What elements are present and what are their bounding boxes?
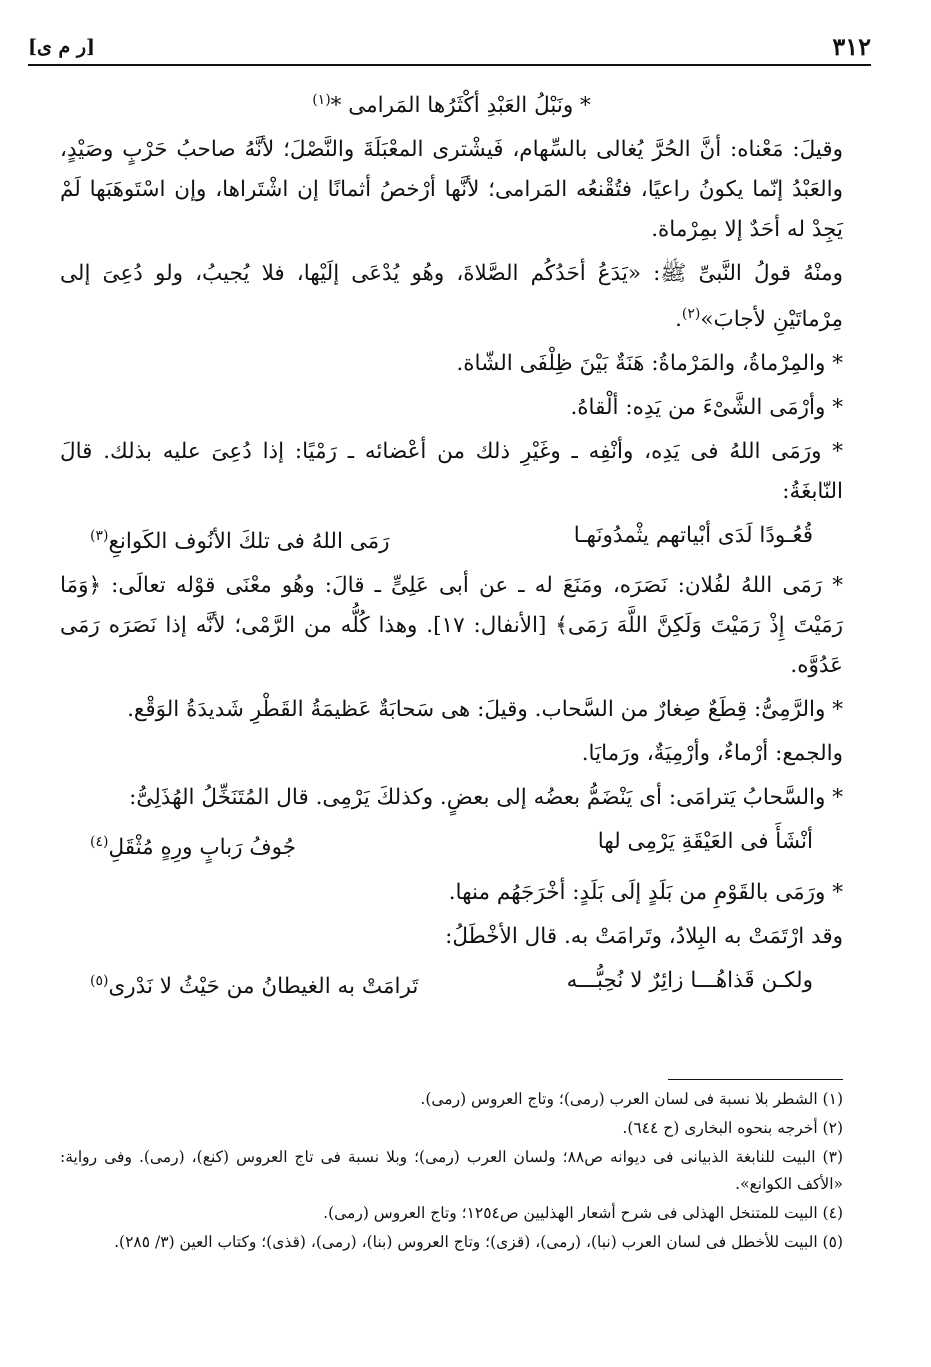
verse-2-second-hemistich: جُوفُ رَبابٍ ورِهٍ مُثْقَلِ xyxy=(108,835,297,861)
paragraph-5: * ورَمَى اللهُ فى يَدِه، وأنْفِه ـ وغَيْرِ ذلك من أعْضائه ـ رَمْيًا: إذا دُعِىَ عليه بذلك. قالَ النّابغَةُ: xyxy=(60,439,843,505)
paragraph-2-text: ومنْهُ قولُ النَّبىِّ ﷺ: «يَدَعُ أحَدُكُم الصَّلاةَ، وهُو يُدْعَى إلَيْها، فلا يُجيبُ، ولو دُعِىَ إلى مِرْماتَيْنِ لأجابَ» xyxy=(60,261,843,333)
header-rule xyxy=(28,64,871,66)
footnote-3: (٣) البيت للنابغة الذبيانى فى ديوانه ص٨٨؛ ولسان العرب (رمى)؛ وبلا نسبة فى تاج العروس (كنع)، (رمى). وفى رواية: «الأكف الكوانع». xyxy=(60,1148,843,1193)
running-head: [ر م ى] xyxy=(28,36,96,58)
footnote-ref-4: (٤) xyxy=(90,834,109,851)
verse-3-second-hemistich: تَرامَتْ به الغيطانُ من حَيْثُ لا نَدْرى xyxy=(108,973,419,999)
verse-3 xyxy=(90,961,813,1007)
verse-1-second-hemistich: رَمَى اللهُ فى تلكَ الأنُوف الكَوانعِ xyxy=(108,529,390,555)
paragraph-10: * ورَمَى بالقَوْمِ من بَلَدٍ إلَى بَلَدٍ: أخْرَجَهُم منها. xyxy=(448,879,843,905)
main-text xyxy=(60,80,843,1011)
paragraph-8: والجمع: أرْماءٌ، وأرْمِيَةٌ، ورَمايَا. xyxy=(581,741,843,767)
verse-1-second-hemistich-wrap xyxy=(90,516,390,562)
paragraph-1: وقيلَ: مَعْناه: أنَّ الحُرَّ يُغالى بالسِّهام، فَيشْترى المعْبَلَةَ والنَّصْلَ؛ لأنَّهُ صاحبُ حَرْبٍ وصَيْدٍ، والعَبْدُ إنّما يكونُ راعيًا، فتُقْنعُه المَرامى؛ لأنَّها أرْخصُ أثمانًا إن اشْتَراها، وإن اسْتَوهَبَها لَمْ يَجِدْ له أحَدٌ إلا بمِرْماة. xyxy=(60,137,843,243)
verse-1 xyxy=(90,516,813,562)
footnotes xyxy=(60,1086,843,1258)
paragraph-3: * والمِرْماةُ، والمَرْماةُ: هَنَةٌ بَيْنَ ظِلْفَى الشّاة. xyxy=(456,351,843,377)
verse-2-second-hemistich-wrap xyxy=(90,822,296,868)
verse-2 xyxy=(90,822,813,868)
footnote-rule xyxy=(668,1079,843,1080)
footnote-ref-5: (٥) xyxy=(90,972,109,989)
footnote-ref-1: (١) xyxy=(312,92,331,108)
entry-heading-line xyxy=(60,80,843,126)
paragraph-4: * وأرْمَى الشَّىْءَ من يَدِه: ألْقاهُ. xyxy=(570,395,843,421)
paragraph-2: ومنْهُ قولُ النَّبىِّ ﷺ: «يَدَعُ أحَدُكُم الصَّلاةَ، وهُو يُدْعَى إلَيْها، فلا يُجيبُ، ولو دُعِىَ إلى مِرْماتَيْنِ لأجابَ»$^{(٢)}$. xyxy=(60,261,843,333)
verse-1-first-hemistich: قُعُـودًا لَدَى أبْياتهم يثْمدُونَهـا xyxy=(573,523,813,549)
page-number: ٣١٢ xyxy=(832,32,871,61)
page-header xyxy=(28,30,871,66)
footnote-ref-3: (٣) xyxy=(90,528,109,545)
verse-3-second-hemistich-wrap xyxy=(90,961,418,1007)
verse-3-first-hemistich: ولكـن قَذاهُـــا زائِرٌ لا نُحِبُّـــه xyxy=(566,967,813,993)
paragraph-11: وقد ارْتَمَتْ به البِلادُ، وتَرامَتْ به. قال الأخْطَلُ: xyxy=(445,923,843,949)
paragraph-6: * رَمَى اللهُ لفُلان: نَصَرَه، ومَنَعَ له ـ عن أبى عَلِىٍّ ـ قالَ: وهُو معْنَى قوْله تعالَى: ﴿وَمَا رَمَيْتَ إِذْ رَمَيْتَ وَلَكِنَّ اللَّهَ رَمَى﴾ [الأنفال: ١٧]. وهذا كُلُّه من الرَّمْى؛ لأنَّه إذا نَصَرَه رَمَى عَدُوَّه. xyxy=(60,573,843,679)
entry-heading-text: * ونَبْلُ العَبْدِ أكْثَرُها المَرامى * xyxy=(330,93,591,119)
footnote-5: (٥) البيت للأخطل فى لسان العرب (نبا)، (رمى)، (قزى)؛ وتاج العروس (بنا)، (رمى)، (قذى)؛ وكتاب العين (٣/ ٢٨٥). xyxy=(114,1233,843,1251)
footnote-ref-2: (٢) xyxy=(681,306,701,323)
paragraph-9: * والسَّحابُ يَترامَى: أى يَنْضَمُّ بعضُه إلى بعضٍ. وكذلكَ يَرْمِى. قال المُتَنَخِّلُ الهُذَلِىُّ: xyxy=(129,785,843,811)
footnote-4: (٤) البيت للمتنخل الهذلى فى شرح أشعار الهذليين ص١٢٥٤؛ وتاج العروس (رمى). xyxy=(323,1204,843,1222)
verse-2-first-hemistich: أنْشَأَ فى العَيْقَةِ يَرْمِى لها xyxy=(597,829,813,855)
footnote-1: (١) الشطر بلا نسبة فى لسان العرب (رمى)؛ وتاج العروس (رمى). xyxy=(420,1090,843,1108)
footnote-2: (٢) أخرجه بنحوه البخارى (ح ٦٤٤). xyxy=(622,1119,843,1137)
paragraph-7: * والرَّمِىُّ: قِطَعٌ صِغارٌ من السَّحاب. وقيلَ: هى سَحابَةٌ عَظيمَةُ القَطْرِ شَديدَةُ الوَقْع. xyxy=(127,697,843,723)
